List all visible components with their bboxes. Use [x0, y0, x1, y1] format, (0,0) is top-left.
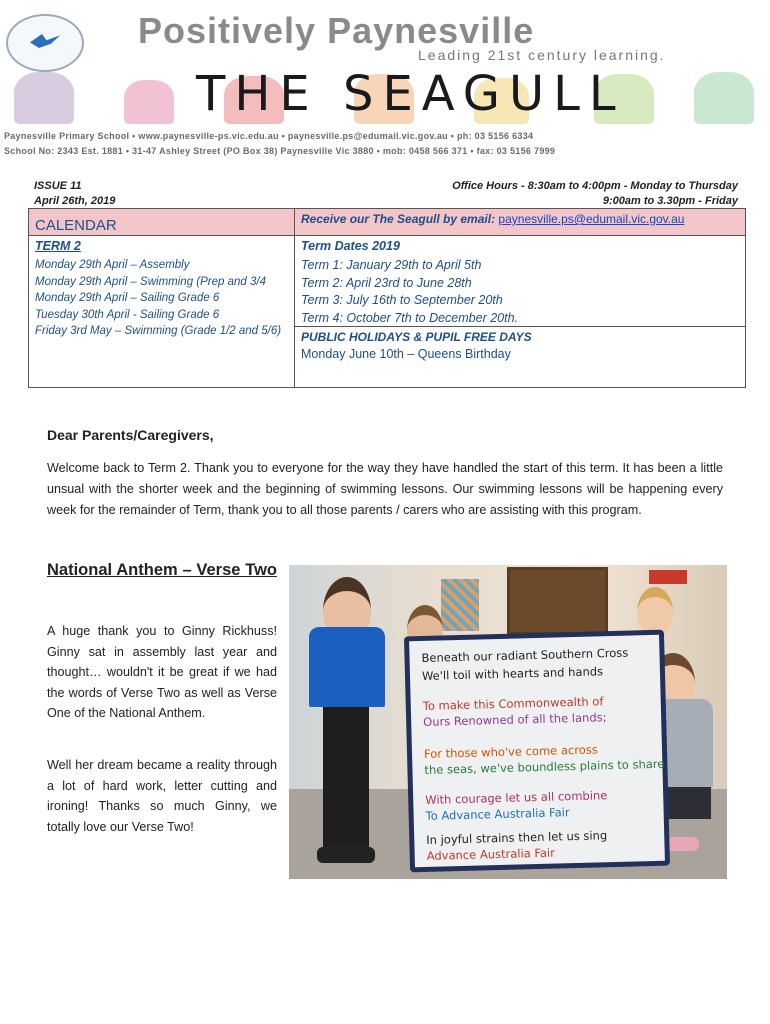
- issue-date: April 26th, 2019: [34, 195, 116, 207]
- email-subscribe-text: [301, 212, 684, 226]
- greeting: Dear Parents/Caregivers,: [47, 427, 214, 443]
- brand-title: Positively Paynesville: [138, 10, 535, 51]
- term-event: Tuesday 30th April - Sailing Grade 6: [35, 308, 220, 321]
- seagull-icon: [30, 34, 60, 48]
- term-date: Term 3: July 16th to September 20th: [301, 293, 503, 307]
- anthem-banner-photo: [289, 565, 727, 879]
- banner-line: Beneath our radiant Southern Cross: [421, 645, 629, 665]
- banner-line: To make this Commonwealth of: [422, 694, 604, 713]
- calendar-title: CALENDAR: [35, 217, 117, 234]
- masthead: [0, 0, 770, 170]
- anthem-verse-banner: [404, 630, 670, 873]
- newsletter-title: THE SEAGULL: [196, 66, 625, 122]
- banner-line: the seas, we've boundless plains to share: [424, 756, 665, 777]
- school-crest-logo: [6, 14, 84, 72]
- banner-line: To Advance Australia Fair: [425, 805, 570, 823]
- intro-paragraph: Welcome back to Term 2. Thank you to everyone for the way they have handled the start of this term. It has been a little unsual with the shorter week and the beginning of swimming lessons. Our swimming lessons will be happening every week for the remainder of Term, thank you to all those parents / carers who are assisting with this program.: [47, 461, 723, 517]
- exit-sign: [649, 570, 687, 584]
- term-dates-title: Term Dates 2019: [301, 239, 400, 253]
- calendar-table: [28, 208, 746, 388]
- email-link[interactable]: paynesville.ps@edumail.vic.gov.au: [498, 212, 685, 226]
- issue-number: ISSUE 11: [34, 180, 82, 192]
- article-paragraph: A huge thank you to Ginny Rickhuss! Ginny sat in assembly last year and thought… wouldn't it be great if we had the words of Verse Two as well as Verse One of the National Anthem.: [47, 624, 277, 721]
- holidays-title: PUBLIC HOLIDAYS & PUPIL FREE DAYS: [301, 330, 532, 344]
- term-date: Term 4: October 7th to December 20th.: [301, 310, 519, 325]
- banner-line: Advance Australia Fair: [426, 845, 556, 863]
- banner-line: Ours Renowned of all the lands;: [423, 710, 607, 729]
- wall-quilt: [441, 579, 479, 631]
- article-heading: National Anthem – Verse Two: [47, 561, 277, 579]
- contact-line-1: Paynesville Primary School • www.paynesville-ps.vic.edu.au • paynesville.ps@edumail.vic.gov.au • ph: 03 5156 6334: [4, 131, 534, 141]
- term-dates-list: [301, 257, 518, 327]
- term-events-list: [35, 257, 288, 340]
- term-date: Term 1: January 29th to April 5th: [301, 258, 482, 272]
- banner-line: In joyful strains then let us sing: [426, 828, 608, 847]
- child-figure: [301, 577, 393, 867]
- contact-line-2: School No: 2343 Est. 1881 • 31-47 Ashley Street (PO Box 38) Paynesville Vic 3880 • mob: 0458 566 371 • fax: 03 5156 7999: [4, 146, 556, 156]
- holiday-item: Monday June 10th – Queens Birthday: [301, 347, 511, 361]
- office-hours-friday: 9:00am to 3.30pm - Friday: [602, 195, 738, 207]
- email-label: Receive our The Seagull by email:: [301, 212, 496, 226]
- banner-line: For those who've come across: [423, 742, 598, 761]
- child-shirt: [309, 627, 385, 707]
- term-event: Monday 29th April – Swimming (Prep and 3/4: [35, 275, 266, 288]
- table-divider: [294, 209, 295, 387]
- brand-tagline: Leading 21st century learning.: [418, 47, 666, 63]
- term-event: Monday 29th April – Assembly: [35, 259, 190, 271]
- honour-board: [507, 567, 608, 635]
- term-event: Friday 3rd May – Swimming (Grade 1/2 and 5/6): [35, 325, 282, 337]
- article-paragraph: Well her dream became a reality through a lot of hard work, letter cutting and ironing! Thanks so much Ginny, we totally love our Verse Two!: [47, 758, 277, 834]
- child-legs: [323, 707, 369, 847]
- term-date: Term 2: April 23rd to June 28th: [301, 275, 472, 290]
- child-shoes: [317, 847, 375, 863]
- banner-line: With courage let us all combine: [425, 788, 608, 807]
- office-hours-weekdays: Office Hours - 8:30am to 4:00pm - Monday to Thursday: [452, 180, 738, 192]
- term-title: TERM 2: [35, 239, 81, 253]
- term-event: Monday 29th April – Sailing Grade 6: [35, 292, 220, 304]
- banner-line: We'll toil with hearts and hands: [421, 664, 604, 683]
